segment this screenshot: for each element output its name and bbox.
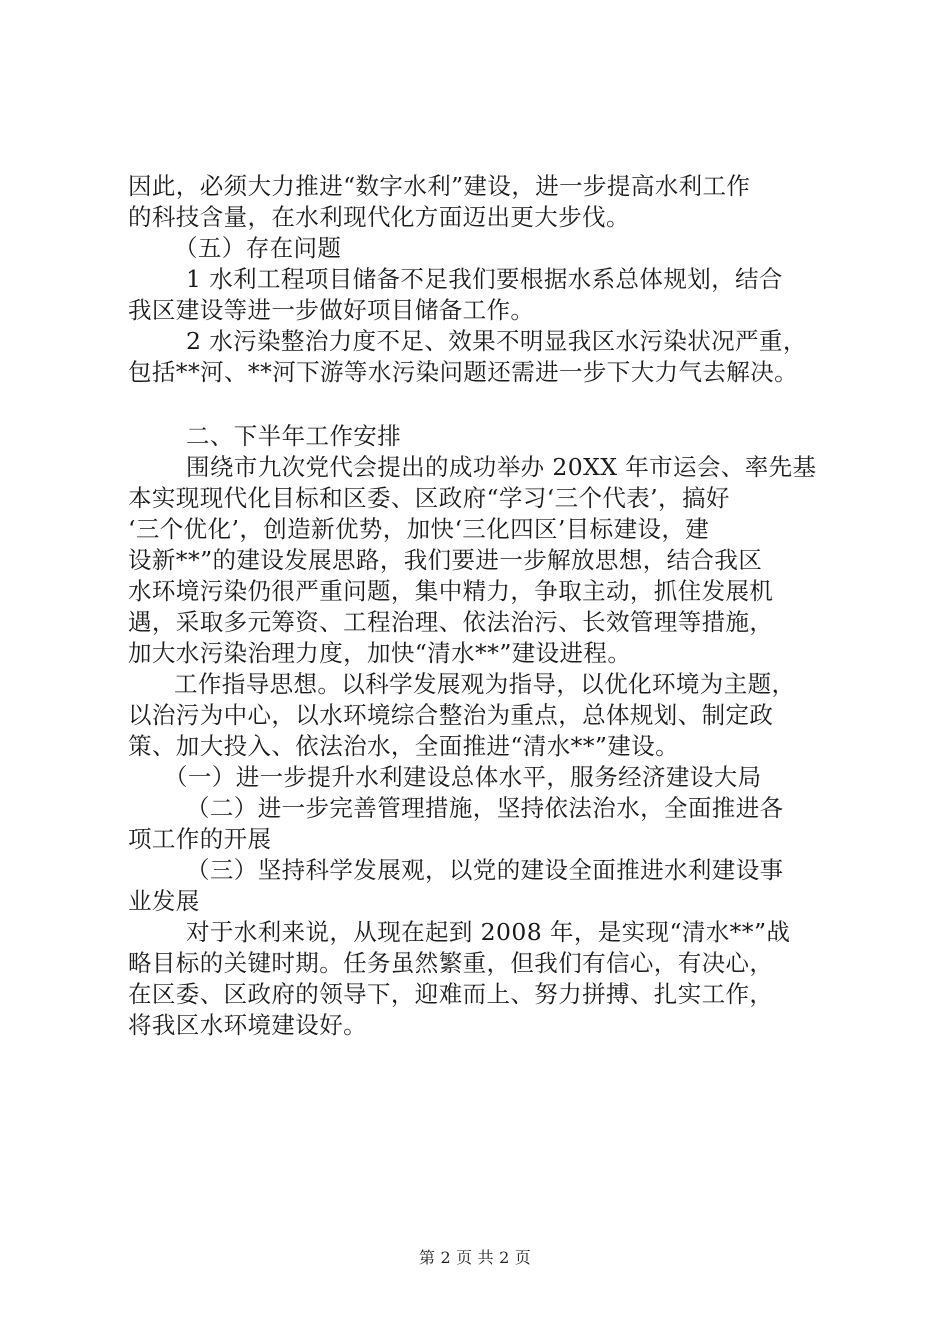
paragraph-line: 包括**河、**河下游等水污染问题还需进一步下大力气去解决。 [128, 358, 798, 386]
section-heading: （五）存在问题 [174, 234, 342, 262]
paragraph-line: ‘三个优化’，创造新优势，加快‘三化四区’目标建设，建 [128, 515, 710, 543]
paragraph-line: 的科技含量，在水利现代化方面迈出更大步伐。 [128, 203, 630, 231]
paragraph-line: 在区委、区政府的领导下，迎难而上、努力拼搏、扎实工作， [128, 980, 774, 1008]
paragraph-line: 策、加大投入、依法治水，全面推进“清水**”建设。 [128, 732, 680, 760]
section-heading: 二、下半年工作安排 [186, 422, 402, 450]
list-item: （三）坚持科学发展观，以党的建设全面推进水利建设事 [186, 856, 784, 884]
paragraph-line: 2 水污染整治力度不足、效果不明显我区水污染状况严重， [186, 327, 807, 355]
paragraph-line: 围绕市九次党代会提出的成功举办 20XX 年市运会、率先基 [186, 453, 817, 481]
document-body [128, 171, 833, 1041]
paragraph-spacer [128, 388, 833, 421]
paragraph-line: 水环境污染仍很严重问题，集中精力，争取主动，抓住发展机 [128, 577, 774, 605]
paragraph-line: 1 水利工程项目储备不足我们要根据水系总体规划，结合 [186, 265, 783, 293]
paragraph-line: 将我区水环境建设好。 [128, 1011, 367, 1039]
paragraph-line: 本实现现代化目标和区委、区政府“学习‘三个代表’，搞好 [128, 484, 730, 512]
list-item: （一）进一步提升水利建设总体水平，服务经济建设大局 [164, 763, 762, 791]
list-item: （二）进一步完善管理措施，坚持依法治水，全面推进各 [186, 794, 784, 822]
paragraph-line: 加大水污染治理力度，加快“清水**”建设进程。 [128, 639, 632, 667]
paragraph-line: 我区建设等进一步做好项目储备工作。 [128, 296, 535, 324]
paragraph-line: 以治污为中心，以水环境综合整治为重点，总体规划、制定政 [128, 701, 774, 729]
page-number-footer: 第 2 页 共 2 页 [419, 1248, 531, 1267]
paragraph-line: 遇，采取多元筹资、工程治理、依法治污、长效管理等措施， [128, 608, 774, 636]
paragraph-line: 略目标的关键时期。任务虽然繁重，但我们有信心，有决心， [128, 949, 774, 977]
paragraph-line: 对于水利来说，从现在起到 2008 年，是实现“清水**”战 [186, 918, 791, 946]
list-item-continuation: 项工作的开展 [128, 825, 272, 853]
paragraph-line: 工作指导思想。以科学发展观为指导，以优化环境为主题， [174, 670, 796, 698]
paragraph-line: 因此，必须大力推进“数字水利”建设，进一步提高水利工作 [128, 172, 751, 200]
list-item-continuation: 业发展 [128, 887, 200, 915]
paragraph-line: 设新**”的建设发展思路，我们要进一步解放思想，结合我区 [128, 546, 763, 574]
